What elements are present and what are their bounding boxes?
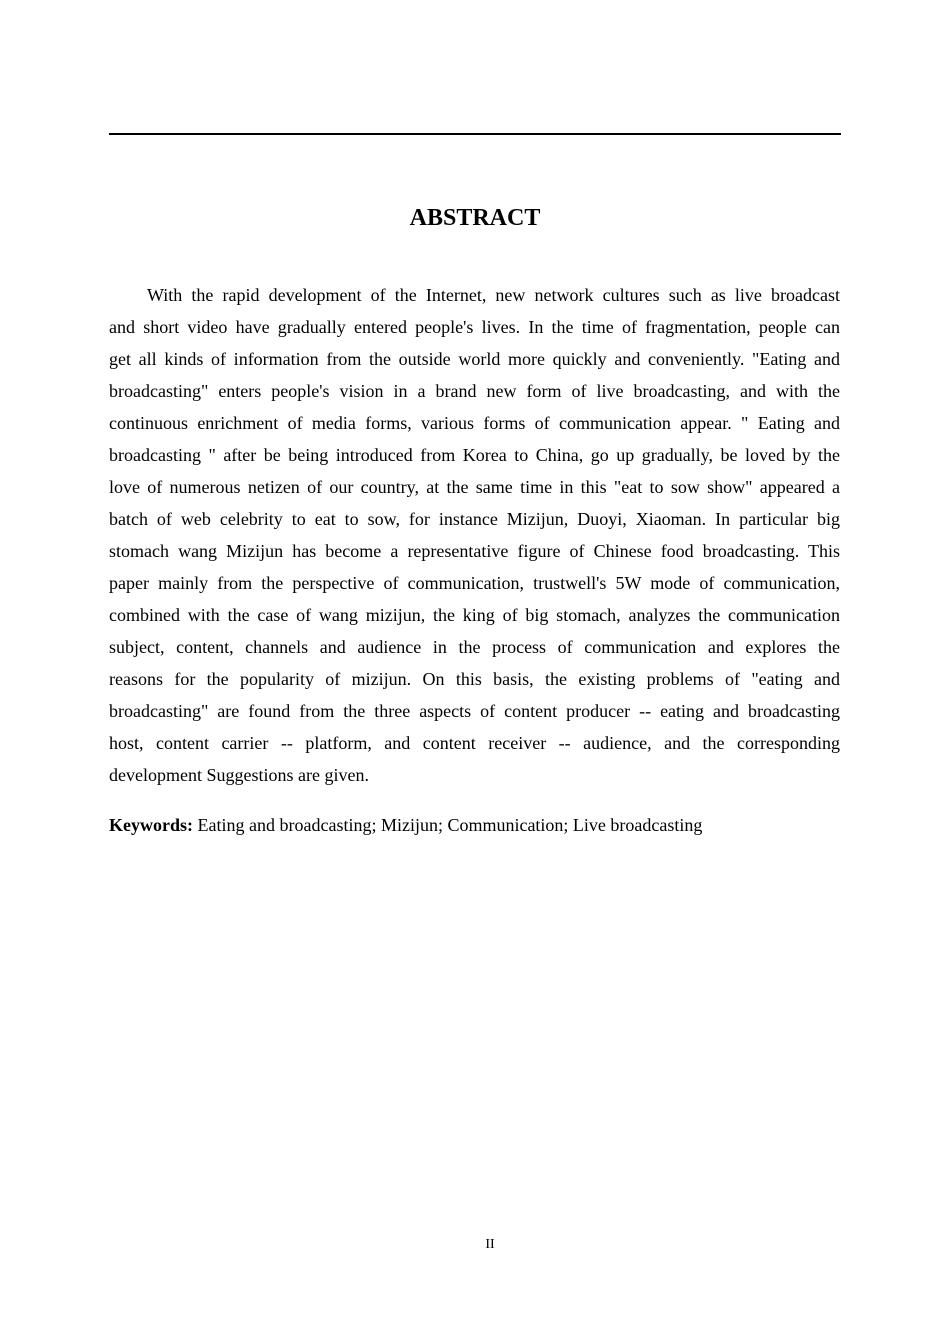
abstract-line: subject, content, channels and audience in the process of communication and explores the: [109, 637, 840, 657]
abstract-line: development Suggestions are given.: [109, 765, 369, 785]
abstract-line: With the rapid development of the Internet, new network cultures such as live broadcast: [147, 285, 840, 305]
abstract-line: stomach wang Mizijun has become a representative figure of Chinese food broadcasting. This: [109, 541, 840, 561]
page-title: ABSTRACT: [409, 205, 541, 231]
page-number: II: [485, 1237, 495, 1252]
abstract-line: reasons for the popularity of mizijun. On this basis, the existing problems of "eating and: [109, 669, 840, 689]
abstract-line: combined with the case of wang mizijun, the king of big stomach, analyzes the communication: [109, 605, 840, 625]
abstract-line: continuous enrichment of media forms, various forms of communication appear. " Eating and: [109, 413, 840, 433]
header-rule: [109, 133, 841, 135]
abstract-line: broadcasting " after be being introduced from Korea to China, go up gradually, be loved by the: [109, 445, 840, 465]
abstract-line: paper mainly from the perspective of communication, trustwell's 5W mode of communication,: [109, 573, 840, 593]
abstract-line: batch of web celebrity to eat to sow, for instance Mizijun, Duoyi, Xiaoman. In particular big: [109, 509, 840, 529]
abstract-line: broadcasting" are found from the three aspects of content producer -- eating and broadcasting: [109, 701, 840, 721]
keywords-value: Eating and broadcasting; Mizijun; Communication; Live broadcasting: [193, 815, 703, 835]
keywords: [109, 811, 702, 839]
keywords-label: Keywords:: [109, 815, 193, 835]
abstract-line: get all kinds of information from the outside world more quickly and conveniently. "Eating and: [109, 349, 840, 369]
abstract-line: broadcasting" enters people's vision in a brand new form of live broadcasting, and with the: [109, 381, 840, 401]
abstract-line: host, content carrier -- platform, and content receiver -- audience, and the corresponding: [109, 733, 840, 753]
abstract-body: [109, 281, 840, 793]
abstract-line: and short video have gradually entered people's lives. In the time of fragmentation, people can: [109, 317, 840, 337]
abstract-line: love of numerous netizen of our country, at the same time in this "eat to sow show" appeared a: [109, 477, 840, 497]
